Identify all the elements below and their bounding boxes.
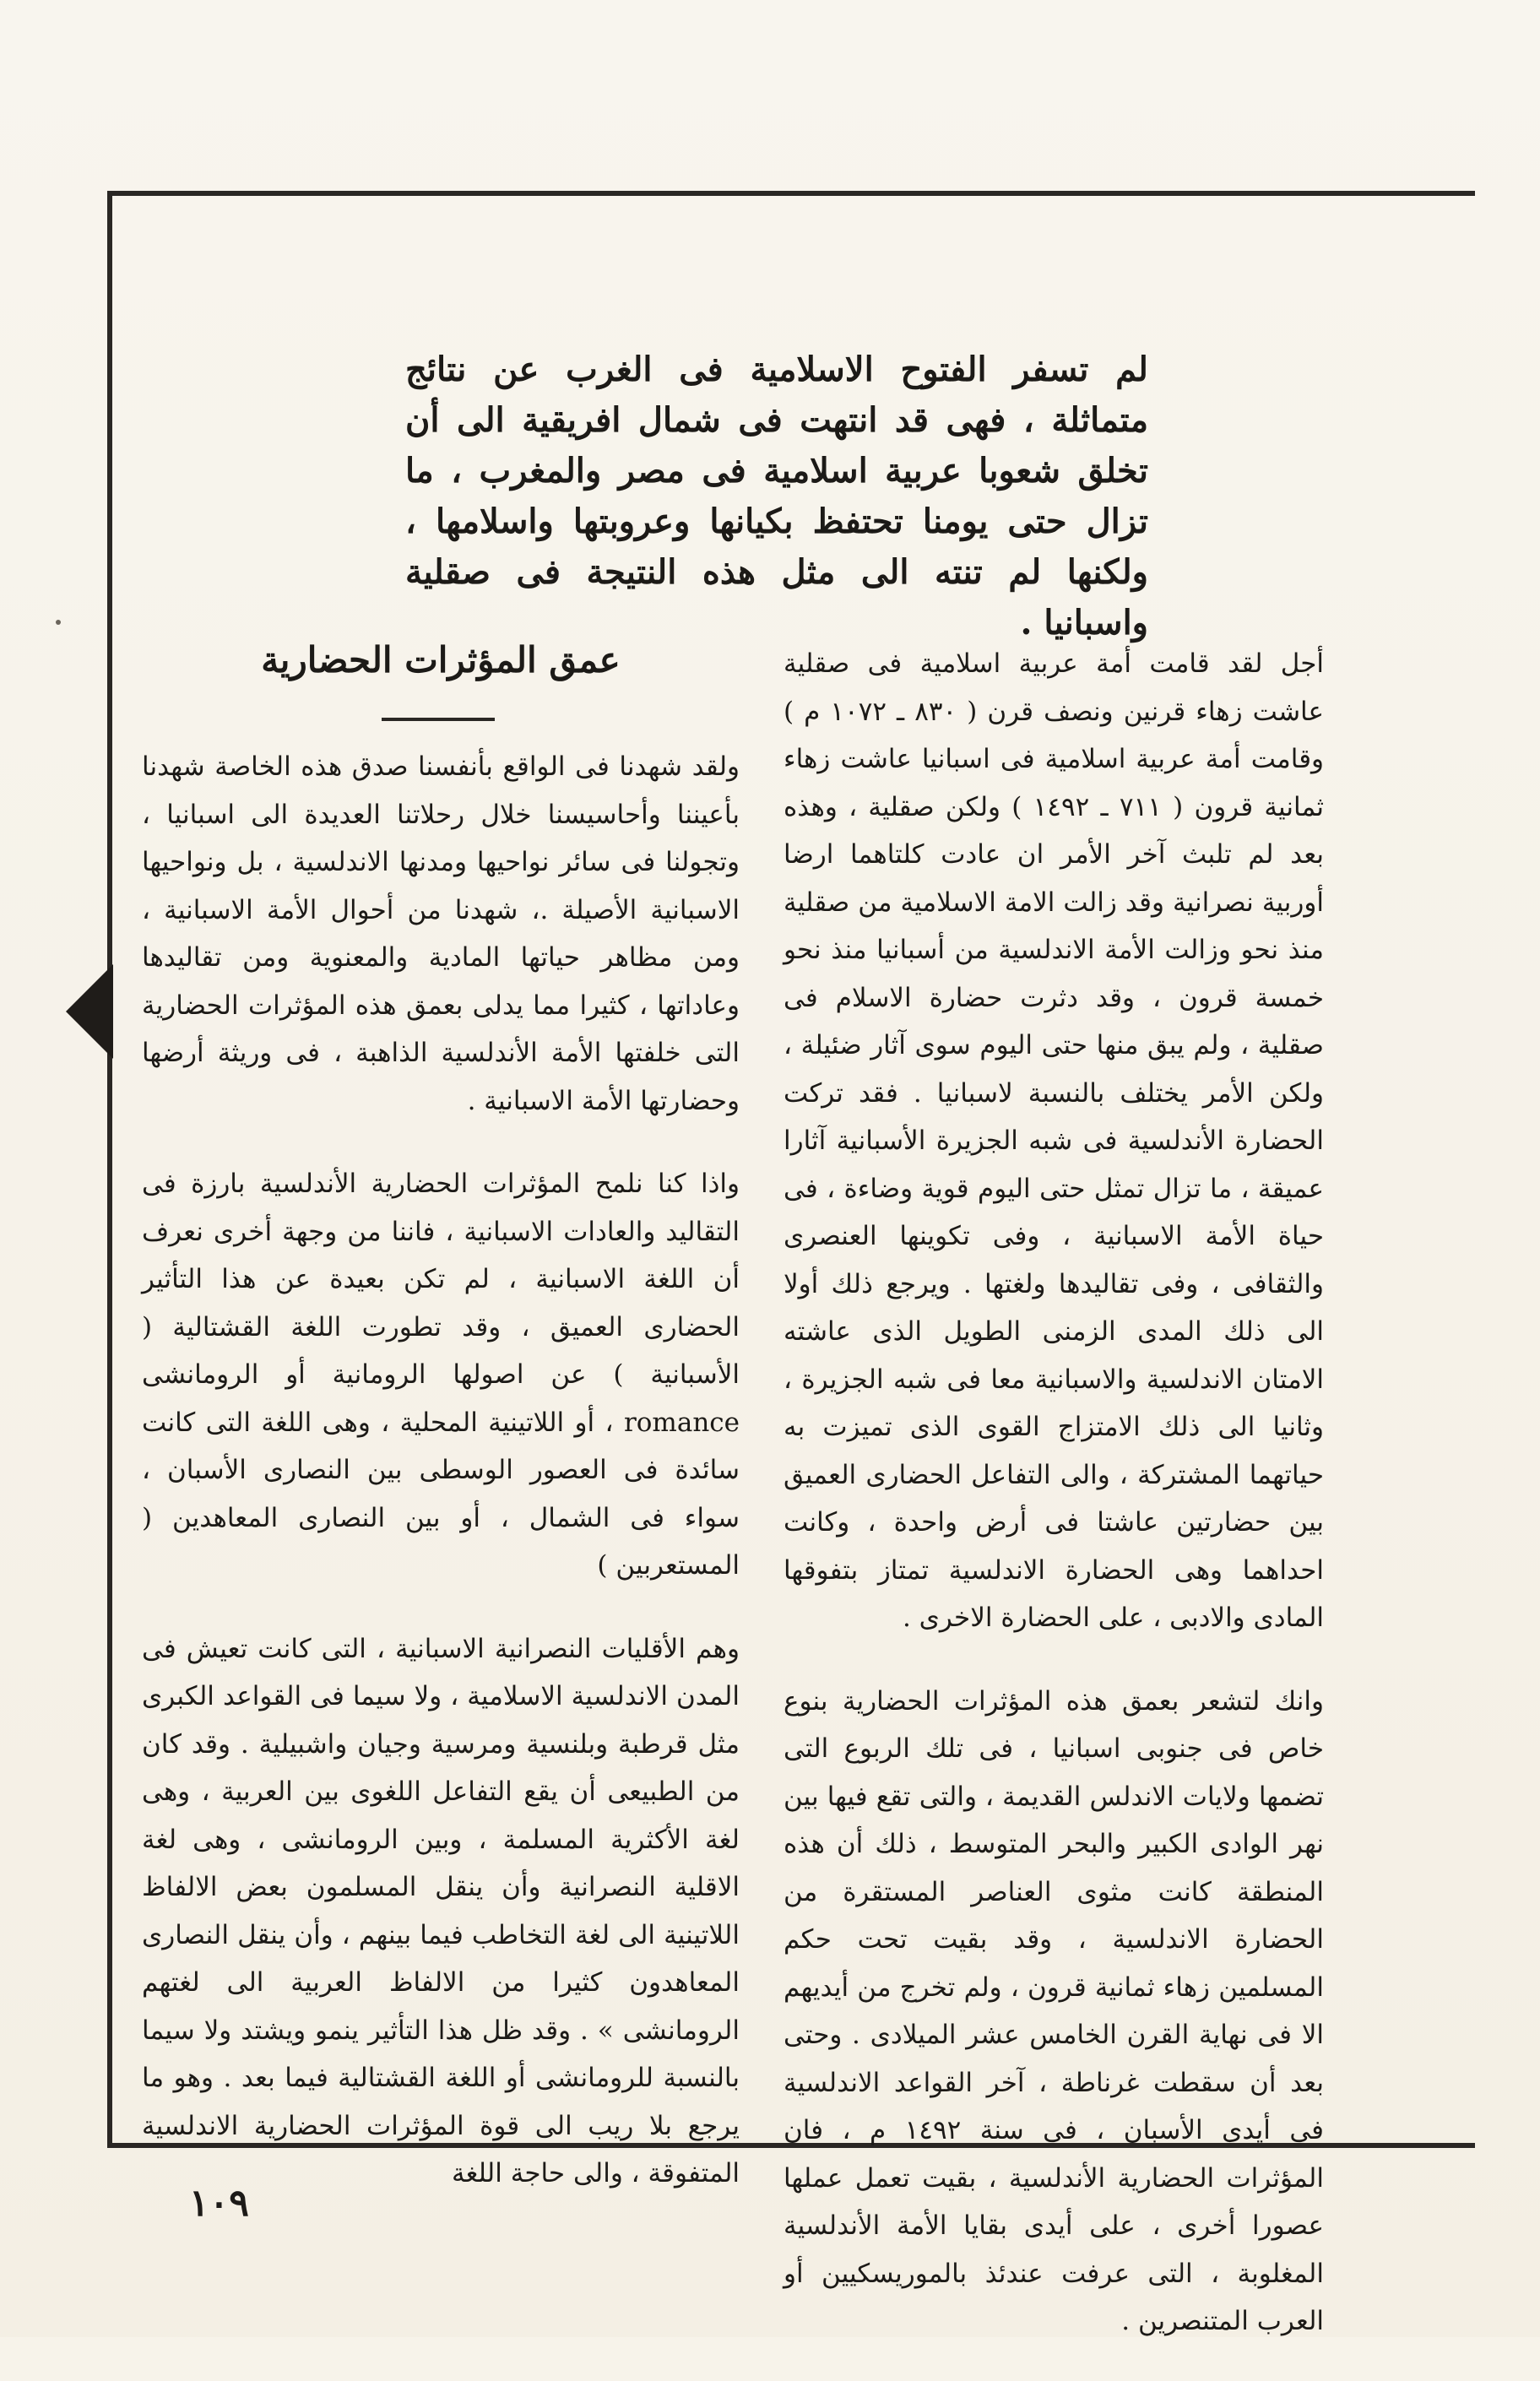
left-paragraph: ولقد شهدنا فى الواقع بأنفسنا صدق هذه الخاصة شهدنا بأعيننا وأحاسيسنا خلال رحلاتنا العديدة الى اسبانيا ، وتجولنا فى سائر نواحيها ومدنها الاندلسية ، بل ونواحيها الاسبانية الأصيلة .، شهدنا من أحوال الأمة الاسبانية ، ومن مظاهر حياتها المادية والمعنوية ومن تقاليدها وعاداتها ، كثيرا مما يدلى بعمق هذه المؤثرات الحضارية التى خلفتها الأمة الأندلسية الذاهبة ، فى وريثة أرضها وحضارتها الأمة الاسبانية .	[142, 751, 740, 1116]
section-heading: عمق المؤثرات الحضارية	[261, 639, 621, 681]
frame-top-rule	[107, 191, 1475, 196]
frame-left-rule	[107, 191, 112, 2146]
left-paragraph: واذا كنا نلمح المؤثرات الحضارية الأندلسية بارزة فى التقاليد والعادات الاسبانية ، فاننا من وجهة أخرى نعرف أن اللغة الاسبانية ، لم تكن بعيدة عن هذا التأثير الحضارى العميق ، وقد تطورت اللغة القشتالية ( الأسبانية ) عن اصولها الرومانية أو الرومانشى romance ، أو اللاتينية المحلية ، وهى اللغة التى كانت سائدة فى العصور الوسطى بين النصارى الأسبان ، سواء فى الشمال ، أو بين النصارى المعاهدين ( المستعربين )	[142, 1169, 740, 1581]
page-number: ١٠٩	[189, 2182, 249, 2225]
right-paragraph: أجل لقد قامت أمة عربية اسلامية فى صقلية عاشت زهاء قرنين ونصف قرن ( ٨٣٠ ـ ١٠٧٢ م ) وقامت أمة عربية اسلامية فى اسبانيا عاشت زهاء ثمانية قرون ( ٧١١ ـ ١٤٩٢ ) ولكن صقلية ، وهذه بعد لم تلبث آخر الأمر ان عادت كلتاهما ارضا أوربية نصرانية وقد زالت الامة الاسلامية من صقلية منذ نحو وزالت الأمة الاندلسية من أسبانيا منذ نحو خمسة قرون ، وقد دثرت حضارة الاسلام فى صقلية ، ولم يبق منها حتى اليوم سوى آثار ضئيلة ، ولكن الأمر يختلف بالنسبة لاسبانيا . فقد تركت الحضارة الأندلسية فى شبه الجزيرة الأسبانية آثارا عميقة ، ما تزال تمثل حتى اليوم قوية وضاءة ، فى حياة الأمة الاسبانية ، وفى تكوينها العنصرى والثقافى ، وفى تقاليدها ولغتها . ويرجع ذلك أولا الى ذلك المدى الزمنى الطويل الذى عاشته الامتان الاندلسية والاسبانية معا فى شبه الجزيرة ، وثانيا الى ذلك الامتزاج القوى الذى تميزت به حياتهما المشتركة ، والى التفاعل الحضارى العميق بين حضارتين عاشتا فى أرض واحدة ، وكانت احداهما وهى الحضارة الاندلسية تمتاز بتفوقها المادى والادبى ، على الحضارة الاخرى .	[784, 648, 1324, 1633]
triangle-marker-icon	[66, 964, 113, 1059]
right-column	[784, 640, 1324, 2381]
heading-underline	[382, 718, 495, 721]
left-column	[142, 743, 740, 2233]
right-paragraph: وانك لتشعر بعمق هذه المؤثرات الحضارية بنوع خاص فى جنوبى اسبانيا ، فى تلك الربوع التى تضمها ولايات الاندلس القديمة ، والتى تقع فيها بين نهر الوادى الكبير والبحر المتوسط ، ذلك أن هذه المنطقة كانت مثوى العناصر المستقرة من الحضارة الاندلسية ، وقد بقيت تحت حكم المسلمين زهاء ثمانية قرون ، ولم تخرج من أيديهم الا فى نهاية القرن الخامس عشر الميلادى . وحتى بعد أن سقطت غرناطة ، آخر القواعد الاندلسية فى أيدى الأسبان ، فى سنة ١٤٩٢ م ، فان المؤثرات الحضارية الأندلسية ، بقيت تعمل عملها عصورا أخرى ، على أيدى بقايا الأمة الأندلسية المغلوبة ، التى عرفت عندئذ بالموريسكيين أو العرب المتنصرين .	[784, 1685, 1324, 2336]
intro-text: لم تسفر الفتوح الاسلامية فى الغرب عن نتائج متماثلة ، فهى قد انتهت فى شمال افريقية الى أن تخلق شعوبا عربية اسلامية فى مصر والمغرب ، ما تزال حتى يومنا تحتفظ بكيانها وعروبتها واسلامها ، ولكنها لم تنته الى مثل هذه النتيجة فى صقلية واسبانيا .	[405, 350, 1148, 643]
ink-speck	[56, 620, 61, 625]
left-paragraph: وهم الأقليات النصرانية الاسبانية ، التى كانت تعيش فى المدن الاندلسية الاسلامية ، ولا سيما فى القواعد الكبرى مثل قرطبة وبلنسية ومرسية وجيان واشبيلية . وقد كان من الطبيعى أن يقع التفاعل اللغوى بين العربية ، وهى لغة الأكثرية المسلمة ، وبين الرومانشى ، وهى لغة الاقلية النصرانية وأن ينقل المسلمون بعض الالفاظ اللاتينية الى لغة التخاطب فيما بينهم ، وأن ينقل النصارى المعاهدون كثيرا من الالفاظ العربية الى لغتهم الرومانشى » . وقد ظل هذا التأثير ينمو ويشتد ولا سيما بالنسبة للرومانشى أو اللغة القشتالية فيما بعد . وهو ما يرجع بلا ريب الى قوة المؤثرات الحضارية الاندلسية المتفوقة ، والى حاجة اللغة	[142, 1633, 740, 2188]
intro-lead-paragraph	[405, 344, 1148, 648]
